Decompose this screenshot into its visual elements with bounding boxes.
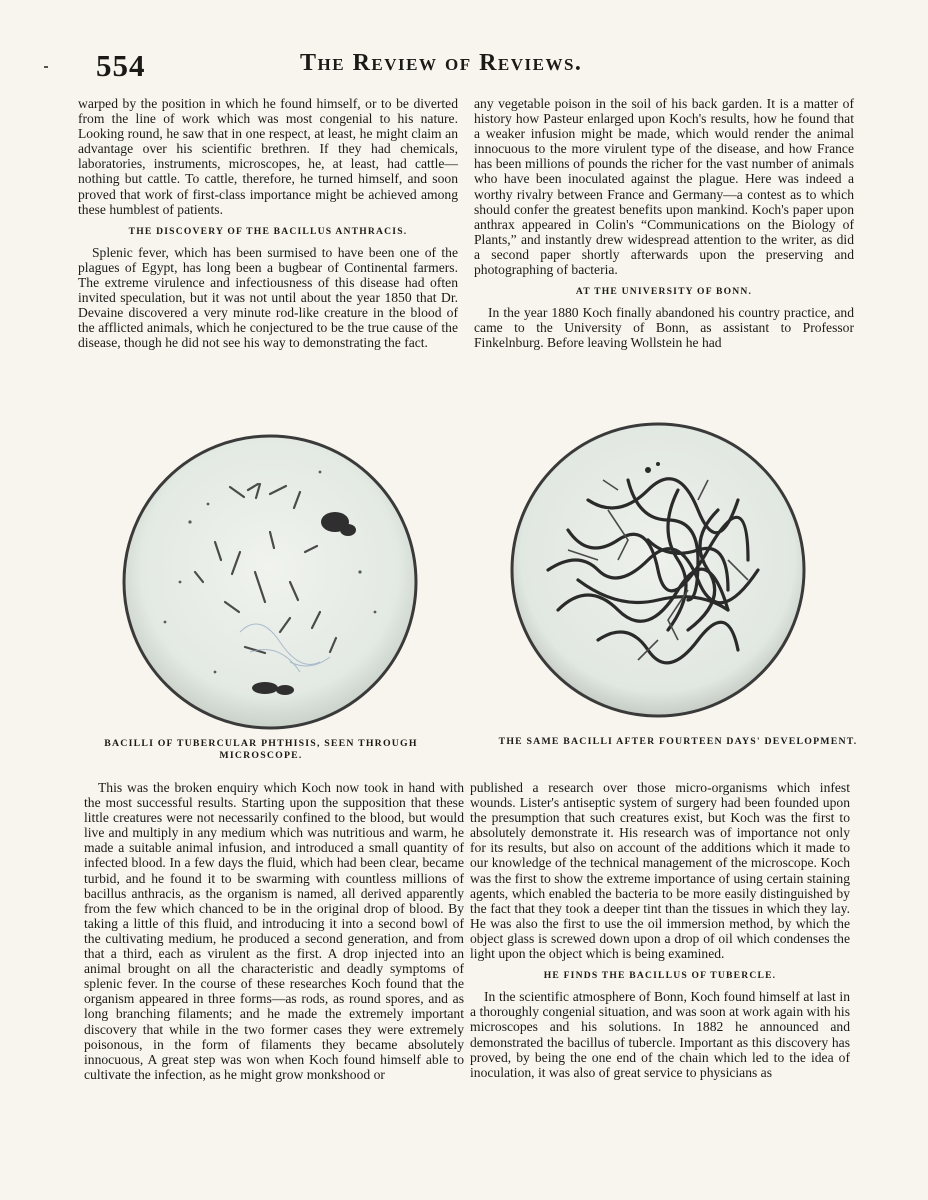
paragraph: published a research over those micro-organisms which infest wounds. Lister's antiseptic system of surgery had been founded upon the presumption that such creatures exist, but Koch was the first to absolutely demonstrate it. His research was of importance not only for its results, but also on account of the additions which it made to our knowledge of the technical management of the microscope. Koch was the first to show the extreme importance of using certain staining agents, which enabled the bacteria to be more easily distinguished by the fact that they took a deeper tint than the tissues in which they lay. He was also the first to use the oil immersion method, by which the object glass is screwed down upon a drop of oil which condenses the light upon the object which is being examined. xyxy=(470,780,850,962)
paragraph: This was the broken enquiry which Koch now took in hand with the most successful results. Starting upon the supposition that these little creatures were not necessarily confined to the blood, but would live and multiply in any medium which was nutritious and warm, he made a suitable animal infusion, and introduced a small quantity of infected blood. In a few days the fluid, which had been clear, became turbid, and he found it to be swarming with countless millions of bacillus anthracis, as the organism is named, all derived apparently from the few which chanced to be in the original drop of blood. By taking a little of this fluid, and introducing it into a second bowl of the cultivating medium, he produced a second generation, and from that a third, each as virulent as the first. A drop injected into an animal brought on all the characteristic and deadly symptoms of splenic fever. In the course of these researches Koch found that the organism appeared in three forms—as rods, as round spores, and as long branching filaments; and he made the extremely important discovery that while in the two former cases they were extremely poisonous, in the form of filaments they became absolutely innocuous, A great step was won when Koch found himself able to cultivate the infection, as he might grow monkshood or xyxy=(84,780,464,1082)
paragraph: Splenic fever, which has been surmised to have been one of the plagues of Egypt, has long been a bugbear of Continental farmers. The extreme virulence and infectiousness of this disease had often invited speculation, but it was not until about the year 1850 that Dr. Devaine discovered a very minute rod-like creature in the blood of the afflicted animals, which he conjectured to be the true cause of the disease, though he did not see his way to demonstrating the fact. xyxy=(78,244,458,351)
figure-caption-left: BACILLI OF TUBERCULAR PHTHISIS, SEEN THROUGH MICROSCOPE. xyxy=(104,738,418,761)
section-heading: THE DISCOVERY OF THE BACILLUS ANTHRACIS. xyxy=(128,225,408,237)
paragraph: In the year 1880 Koch finally abandoned his country practice, and came to the University of Bonn, as assistant to Professor Finkelnburg. Before leaving Wollstein he had xyxy=(474,305,854,351)
page-number: 554 xyxy=(96,48,146,83)
paragraph: warped by the position in which he found himself, or to be diverted from the line of work which was most congenial to his nature. Looking round, he saw that in one respect, at least, he might claim an advantage over his scientific brethren. If they had chemicals, laboratories, instruments, microscopes, he, at least, had cattle—nothing but cattle. To cattle, therefore, he turned himself, and soon proved that work of first-class importance might be achieved among these humblest of patients. xyxy=(78,96,458,217)
microscope-plate-tubercular-bacilli xyxy=(120,432,420,732)
figure-caption-right: THE SAME BACILLI AFTER FOURTEEN DAYS' DEVELOPMENT. xyxy=(498,736,858,747)
running-title: The Review of Reviews. xyxy=(300,50,583,76)
section-heading: HE FINDS THE BACILLUS OF TUBERCLE. xyxy=(543,970,777,982)
top-left-column xyxy=(78,96,458,354)
microscope-illustration-left xyxy=(120,432,420,732)
microscope-plate-developed-bacilli xyxy=(508,420,808,720)
margin-mark xyxy=(44,66,48,68)
top-right-column xyxy=(474,96,854,354)
section-heading: AT THE UNIVERSITY OF BONN. xyxy=(575,286,753,298)
bottom-left-column xyxy=(84,780,464,1085)
bottom-right-column xyxy=(470,780,850,1083)
microscope-illustration-right xyxy=(508,420,808,720)
paragraph: any vegetable poison in the soil of his back garden. It is a matter of history how Pasteur enlarged upon Koch's results, how he found that a weaker infusion might be made, which would render the animal innocuous to the more virulent type of the disease, and how France has been millions of pounds the richer for the vast number of animals who have been inoculated against the plague. Here was indeed a worthy rivalry between France and Germany—a contest as to which should confer the greatest benefits upon mankind. Koch's paper upon anthrax appeared in Colin's “Communications on the Biology of Plants,” and instantly drew widespread attention to the writer, as did a second paper shortly afterwards upon the preserving and photographing of bacteria. xyxy=(474,96,854,278)
paragraph: In the scientific atmosphere of Bonn, Koch found himself at last in a thoroughly congenial situation, and was soon at work again with his microscopes and his solutions. In 1882 he announced and demonstrated the bacillus of tubercle. Important as this discovery has proved, by being the one end of the chain which led to the idea of inoculation, it was also of great service to physicians as xyxy=(470,989,850,1080)
